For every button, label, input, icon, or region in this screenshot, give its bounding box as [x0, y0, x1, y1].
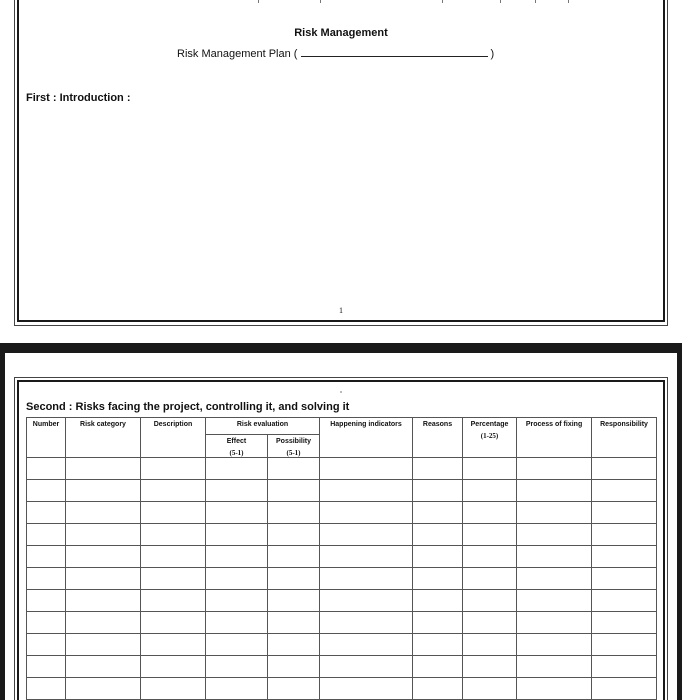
table-cell[interactable]	[413, 480, 463, 502]
header-reasons: Reasons	[413, 418, 463, 458]
table-cell[interactable]	[206, 546, 268, 568]
table-cell[interactable]	[413, 612, 463, 634]
table-cell[interactable]	[141, 502, 206, 524]
table-cell[interactable]	[206, 678, 268, 700]
header-effect-label: Effect	[226, 438, 247, 445]
table-row	[27, 502, 657, 524]
table-cell[interactable]	[206, 634, 268, 656]
table-cell[interactable]	[517, 678, 592, 700]
table-cell[interactable]	[463, 480, 517, 502]
table-cell[interactable]	[27, 656, 66, 678]
table-cell[interactable]	[320, 502, 413, 524]
table-cell[interactable]	[592, 524, 657, 546]
table-cell[interactable]	[517, 458, 592, 480]
table-cell[interactable]	[141, 480, 206, 502]
plan-line	[177, 48, 494, 60]
header-possibility-label: Possibility	[276, 438, 312, 445]
header-happening-indicators: Happening indicators	[320, 418, 413, 458]
table-cell[interactable]	[268, 568, 320, 590]
table-cell[interactable]	[592, 590, 657, 612]
table-cell[interactable]	[66, 524, 141, 546]
header-effect	[206, 435, 268, 458]
table-cell[interactable]	[320, 634, 413, 656]
table-cell[interactable]	[463, 612, 517, 634]
table-cell[interactable]	[268, 634, 320, 656]
table-cell[interactable]	[206, 568, 268, 590]
section-two-heading: Second : Risks facing the project, controlling it, and solving it	[26, 401, 350, 413]
table-cell[interactable]	[320, 656, 413, 678]
table-cell[interactable]	[268, 546, 320, 568]
header-process-of-fixing: Process of fixing	[517, 418, 592, 458]
table-cell[interactable]	[27, 634, 66, 656]
table-row	[27, 568, 657, 590]
table-cell[interactable]	[463, 502, 517, 524]
table-cell[interactable]	[463, 524, 517, 546]
table-cell[interactable]	[320, 612, 413, 634]
table-row	[27, 546, 657, 568]
header-effect-scale: (5-1)	[229, 449, 244, 457]
table-cell[interactable]	[27, 458, 66, 480]
table-cell[interactable]	[66, 502, 141, 524]
table-cell[interactable]	[517, 502, 592, 524]
table-cell[interactable]	[268, 612, 320, 634]
table-cell[interactable]	[517, 612, 592, 634]
table-cell[interactable]	[27, 568, 66, 590]
table-cell[interactable]	[268, 502, 320, 524]
table-cell[interactable]	[320, 524, 413, 546]
table-cell[interactable]	[413, 546, 463, 568]
table-cell[interactable]	[463, 656, 517, 678]
table-cell[interactable]	[66, 634, 141, 656]
table-cell[interactable]	[592, 678, 657, 700]
table-cell[interactable]	[320, 458, 413, 480]
table-row	[27, 656, 657, 678]
table-cell[interactable]	[517, 480, 592, 502]
table-cell[interactable]	[66, 546, 141, 568]
table-cell[interactable]	[27, 480, 66, 502]
table-cell[interactable]	[463, 590, 517, 612]
table-cell[interactable]	[517, 590, 592, 612]
table-row	[27, 634, 657, 656]
table-cell[interactable]	[592, 634, 657, 656]
table-cell[interactable]	[413, 524, 463, 546]
risk-table-body	[27, 458, 657, 700]
table-cell[interactable]	[268, 656, 320, 678]
header-risk-category: Risk category	[66, 418, 141, 458]
table-cell[interactable]	[27, 612, 66, 634]
document-title	[0, 27, 682, 39]
table-cell[interactable]	[517, 568, 592, 590]
table-cell[interactable]	[206, 480, 268, 502]
table-cell[interactable]	[141, 590, 206, 612]
table-cell[interactable]	[592, 546, 657, 568]
table-cell[interactable]	[268, 590, 320, 612]
introduction-heading: First : Introduction :	[26, 92, 131, 104]
table-cell[interactable]	[268, 458, 320, 480]
table-cell[interactable]	[66, 458, 141, 480]
table-cell[interactable]	[27, 590, 66, 612]
table-row	[27, 458, 657, 480]
table-cell[interactable]	[27, 678, 66, 700]
table-cell[interactable]	[27, 524, 66, 546]
table-cell[interactable]	[66, 656, 141, 678]
plan-label: Risk Management Plan (	[177, 48, 298, 60]
table-cell[interactable]	[268, 480, 320, 502]
table-cell[interactable]	[517, 524, 592, 546]
table-row	[27, 524, 657, 546]
table-cell[interactable]	[206, 458, 268, 480]
table-row	[27, 590, 657, 612]
table-cell[interactable]	[320, 480, 413, 502]
table-cell[interactable]	[206, 656, 268, 678]
table-cell[interactable]	[141, 524, 206, 546]
header-percentage-label: Percentage	[470, 421, 509, 428]
table-row	[27, 678, 657, 700]
table-cell[interactable]	[517, 546, 592, 568]
table-cell[interactable]	[320, 568, 413, 590]
page-number: 1	[339, 306, 343, 315]
table-row	[27, 612, 657, 634]
table-cell[interactable]	[463, 678, 517, 700]
table-cell[interactable]	[206, 502, 268, 524]
table-cell[interactable]	[66, 568, 141, 590]
table-cell[interactable]	[413, 568, 463, 590]
table-cell[interactable]	[268, 524, 320, 546]
table-cell[interactable]	[320, 546, 413, 568]
table-cell[interactable]	[27, 502, 66, 524]
risk-table	[26, 417, 657, 700]
header-percentage-scale: (1-25)	[480, 432, 499, 440]
table-cell[interactable]	[592, 568, 657, 590]
table-cell[interactable]	[66, 678, 141, 700]
header-description: Description	[141, 418, 206, 458]
page-one	[0, 0, 682, 343]
header-risk-evaluation: Risk evaluation	[206, 418, 320, 435]
table-cell[interactable]	[592, 458, 657, 480]
table-cell[interactable]	[413, 502, 463, 524]
table-cell[interactable]	[141, 634, 206, 656]
table-cell[interactable]	[320, 590, 413, 612]
table-cell[interactable]	[413, 458, 463, 480]
table-cell[interactable]	[66, 480, 141, 502]
table-cell[interactable]	[206, 524, 268, 546]
table-cell[interactable]	[592, 502, 657, 524]
table-cell[interactable]	[592, 612, 657, 634]
plan-close-paren: )	[490, 48, 495, 60]
document-title-text: Risk Management	[294, 27, 388, 39]
table-cell[interactable]	[141, 678, 206, 700]
header-percentage	[463, 418, 517, 458]
table-cell[interactable]	[413, 590, 463, 612]
table-cell[interactable]	[66, 612, 141, 634]
table-cell[interactable]	[592, 480, 657, 502]
table-cell[interactable]	[141, 656, 206, 678]
table-row	[27, 480, 657, 502]
table-cell[interactable]	[141, 458, 206, 480]
table-cell[interactable]	[141, 568, 206, 590]
plan-name-blank[interactable]	[301, 48, 488, 57]
header-possibility	[268, 435, 320, 458]
table-cell[interactable]	[413, 678, 463, 700]
table-cell[interactable]	[141, 546, 206, 568]
table-cell[interactable]	[463, 546, 517, 568]
table-cell[interactable]	[268, 678, 320, 700]
table-cell[interactable]	[320, 678, 413, 700]
table-cell[interactable]	[463, 568, 517, 590]
table-cell[interactable]	[206, 612, 268, 634]
table-cell[interactable]	[66, 590, 141, 612]
table-cell[interactable]	[463, 634, 517, 656]
table-cell[interactable]	[413, 634, 463, 656]
scan-speck	[340, 391, 342, 393]
table-cell[interactable]	[592, 656, 657, 678]
table-cell[interactable]	[463, 458, 517, 480]
right-edge-bar	[677, 353, 682, 700]
table-cell[interactable]	[517, 634, 592, 656]
table-cell[interactable]	[27, 546, 66, 568]
header-responsibility: Responsibility	[592, 418, 657, 458]
table-cell[interactable]	[517, 656, 592, 678]
header-possibility-scale: (5-1)	[286, 449, 301, 457]
page-separator	[0, 343, 682, 353]
left-edge-bar	[0, 353, 5, 700]
table-cell[interactable]	[413, 656, 463, 678]
table-cell[interactable]	[141, 612, 206, 634]
table-cell[interactable]	[206, 590, 268, 612]
header-number: Number	[27, 418, 66, 458]
